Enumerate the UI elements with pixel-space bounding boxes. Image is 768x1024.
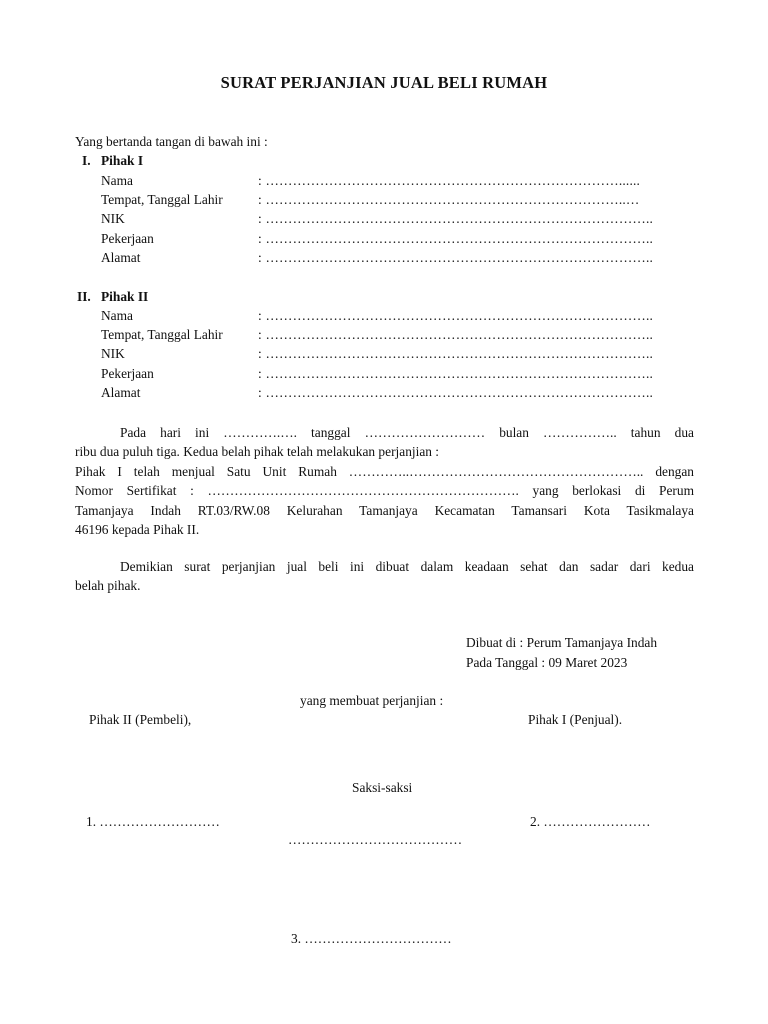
party1-nik-label: NIK — [101, 211, 125, 226]
party2-job-value: : ………………………………………………………………………….. — [258, 366, 654, 381]
party2-nik-label: NIK — [101, 346, 125, 361]
closing-line-1: Demikian surat perjanjian jual beli ini dibuat dalam keadaan sehat dan sadar dari kedua — [120, 559, 694, 574]
made-at-text: Dibuat di : Perum Tamanjaya Indah — [466, 635, 658, 650]
party1-address-label: Alamat — [101, 250, 141, 265]
party1-name-value: : ……………………………………………………………………...... — [258, 173, 641, 188]
party1-job-value: : ………………………………………………………………………….. — [258, 231, 654, 246]
party2-birth-value: : ………………………………………………………………………….. — [258, 327, 654, 342]
witness-heading: Saksi-saksi — [352, 780, 413, 795]
witness-3: 3. …………………………… — [291, 931, 452, 946]
closing-line-2: belah pihak. — [75, 578, 141, 594]
agreement-line-6: 46196 kepada Pihak II. — [75, 522, 200, 538]
agreement-paragraph — [75, 423, 694, 539]
party2-nik-value: : ………………………………………………………………………….. — [258, 346, 654, 361]
party1-birth-value: : ……………………………………………………………………..… — [258, 192, 640, 207]
buyer-signature-label: Pihak II (Pembeli), — [89, 712, 192, 727]
witness-2: 2. …………………… — [530, 814, 651, 829]
party1-number: I. — [82, 153, 91, 168]
signature-caption: yang membuat perjanjian : — [300, 693, 444, 708]
date-text: Pada Tanggal : 09 Maret 2023 — [466, 655, 628, 670]
seller-signature-label: Pihak I (Penjual). — [528, 712, 623, 727]
witness-1: 1. ……………………… — [86, 814, 220, 829]
party1-job-label: Pekerjaan — [101, 231, 154, 246]
agreement-line-3: Pihak I telah menjual Satu Unit Rumah …………..…………………………………………….. dengan — [75, 463, 694, 479]
agreement-line-4: Nomor Sertifikat : ……………………………………………………………. yang berlokasi di Perum — [75, 483, 694, 499]
agreement-line-1: Pada hari ini ………….…. tanggal ……………………… bulan …………….. tahun dua — [120, 425, 694, 440]
document-title: SURAT PERJANJIAN JUAL BELI RUMAH — [220, 73, 548, 92]
agreement-line-2: ribu dua puluh tiga. Kedua belah pihak telah melakukan perjanjian : — [75, 444, 440, 460]
party2-job-label: Pekerjaan — [101, 366, 154, 381]
party1-heading: Pihak I — [101, 153, 144, 168]
witness-signature-line: ………………………………… — [288, 832, 463, 847]
party2-address-value: : ………………………………………………………………………….. — [258, 385, 654, 400]
party2-name-label: Nama — [101, 308, 133, 323]
party2-address-label: Alamat — [101, 385, 141, 400]
party2-heading: Pihak II — [101, 289, 149, 304]
party2-name-value: : ………………………………………………………………………….. — [258, 308, 654, 323]
intro-text: Yang bertanda tangan di bawah ini : — [75, 134, 268, 149]
agreement-line-5: Tamanjaya Indah RT.03/RW.08 Kelurahan Tamanjaya Kecamatan Tamansari Kota Tasikmalaya — [75, 502, 694, 518]
closing-paragraph — [75, 557, 694, 596]
party1-address-value: : ………………………………………………………………………….. — [258, 250, 654, 265]
party1-birth-label: Tempat, Tanggal Lahir — [101, 192, 223, 207]
party2-birth-label: Tempat, Tanggal Lahir — [101, 327, 223, 342]
party1-name-label: Nama — [101, 173, 133, 188]
party2-number: II. — [77, 289, 91, 304]
party1-nik-value: : ………………………………………………………………………….. — [258, 211, 654, 226]
